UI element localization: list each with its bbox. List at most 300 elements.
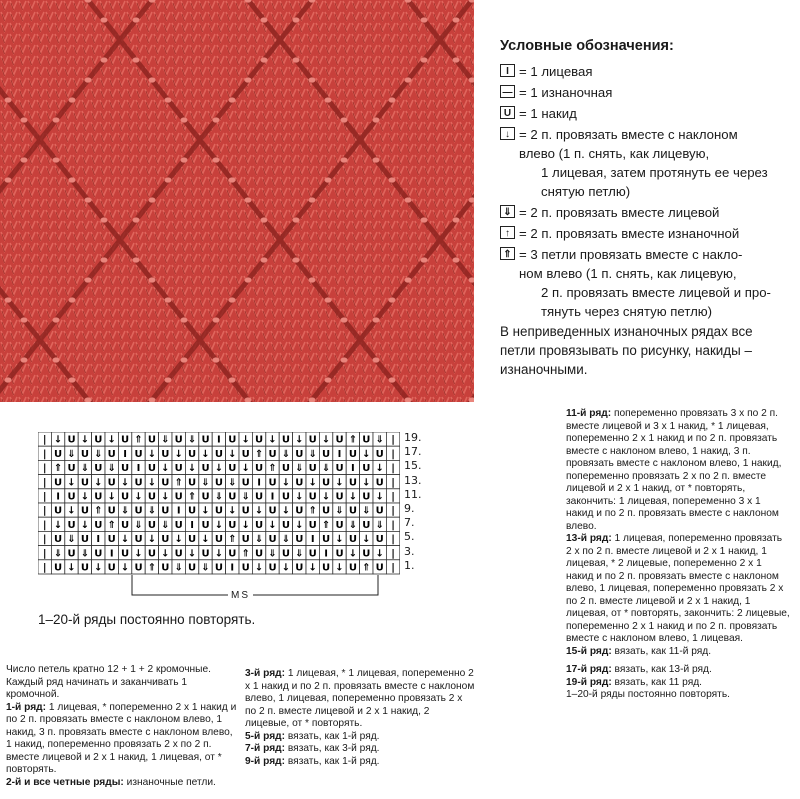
- row-heading: 17-й ряд:: [566, 664, 612, 675]
- chart-symbol: U: [241, 505, 250, 517]
- chart-row-number: 17.: [404, 445, 422, 459]
- chart-symbol: I: [257, 477, 261, 489]
- chart-row-number: 1.: [404, 558, 415, 572]
- eyelet-hole: [85, 197, 92, 202]
- chart-symbol: ⇓: [295, 463, 304, 475]
- chart-symbol: |: [391, 434, 395, 446]
- chart-symbol: ⇓: [53, 548, 63, 560]
- chart-symbol: |: [42, 463, 47, 475]
- eyelet-hole: [421, 17, 428, 22]
- chart-symbol: ↓: [268, 434, 277, 446]
- chart-symbol: |: [391, 448, 395, 460]
- chart-symbol: |: [391, 505, 395, 517]
- legend-text-line: 2 п. провязать вместе лицевой и про-: [541, 285, 771, 300]
- chart-symbol: ⇑: [53, 463, 63, 475]
- eyelet-hole: [149, 277, 156, 282]
- chart-symbol: ⇑: [321, 519, 331, 531]
- legend-text-line: ном влево (1 п. снять, как лицевую,: [519, 266, 737, 281]
- row-heading: 7-й ряд:: [245, 743, 286, 754]
- chart-symbol: U: [268, 562, 277, 574]
- eyelet-hole: [405, 77, 412, 82]
- chart-symbol: U: [255, 491, 264, 503]
- chart-symbol: U: [201, 491, 210, 503]
- chart-symbol: I: [217, 434, 221, 446]
- eyelet-hole: [373, 117, 380, 122]
- chart-symbol: U: [362, 519, 371, 531]
- chart-symbol: U: [214, 534, 223, 546]
- eyelet-hole: [85, 277, 92, 282]
- chart-symbol: I: [337, 448, 342, 460]
- chart-symbol: U: [375, 505, 384, 517]
- yarn-over-icon: U: [500, 106, 515, 119]
- chart-symbol: ↓: [120, 477, 130, 489]
- eyelet-hole: [229, 97, 236, 102]
- row-text: вязать, как 1-й ряд.: [285, 755, 380, 767]
- chart-symbol: U: [174, 463, 183, 475]
- eyelet-hole: [165, 297, 172, 302]
- chart-symbol: |: [42, 434, 47, 446]
- chart-symbol: U: [375, 562, 384, 574]
- chart-symbol: U: [121, 548, 130, 560]
- chart-symbol: |: [391, 477, 395, 489]
- chart-symbol: ⇓: [67, 534, 76, 546]
- chart-symbol: ⇑: [362, 562, 371, 574]
- legend-text-line: = 3 петли провязать вместе с накло-: [519, 247, 743, 262]
- chart-symbol: U: [174, 491, 183, 503]
- chart-symbol: ⇓: [174, 562, 183, 574]
- chart-symbol: U: [121, 434, 130, 446]
- chart-symbol: U: [214, 448, 223, 460]
- knitting-chart: [38, 432, 400, 577]
- chart-symbol: U: [54, 448, 63, 460]
- chart-symbol: |: [391, 519, 395, 531]
- eyelet-hole: [325, 177, 332, 182]
- eyelet-hole: [261, 57, 268, 62]
- chart-symbol: U: [107, 448, 116, 460]
- eyelet-hole: [245, 197, 252, 202]
- chart-symbol: |: [42, 491, 47, 503]
- chart-symbol: ⇓: [80, 548, 90, 560]
- eyelet-hole: [341, 357, 348, 362]
- chart-symbol: ⇓: [362, 505, 371, 517]
- chart-symbol: U: [281, 434, 290, 446]
- chart-row-number: 9.: [404, 502, 415, 515]
- chart-symbol: ⇑: [241, 548, 250, 560]
- row-text: 1–20-й ряды постоянно повторять.: [566, 689, 730, 700]
- repeat-caption: 1–20-й ряды постоянно повторять.: [38, 612, 256, 627]
- chart-symbol: U: [67, 519, 76, 531]
- chart-symbol: |: [391, 534, 395, 546]
- eyelet-hole: [389, 97, 396, 102]
- eyelet-hole: [229, 297, 236, 302]
- chart-symbol: ↓: [228, 505, 237, 517]
- chart-symbol: ↓: [147, 448, 157, 460]
- legend-text-line: = 2 п. провязать вместе изнаночной: [519, 226, 740, 241]
- chart-symbol: U: [80, 477, 89, 489]
- chart-symbol: U: [54, 505, 63, 517]
- chart-symbol: U: [375, 477, 384, 489]
- chart-symbol: I: [230, 562, 235, 574]
- eyelet-hole: [325, 377, 332, 382]
- eyelet-hole: [181, 357, 188, 362]
- chart-symbol: U: [147, 519, 156, 531]
- chart-symbol: U: [188, 477, 197, 489]
- chart-symbol: ⇑: [134, 434, 143, 446]
- chart-symbol: U: [54, 477, 63, 489]
- chart-symbol: U: [228, 434, 237, 446]
- chart-symbol: U: [375, 534, 384, 546]
- eyelet-hole: [69, 97, 76, 102]
- chart-symbol: ↓: [120, 534, 130, 546]
- row-text: 1 лицевая, * попеременно 2 х 1 накид и по 2 п. провязать вместе с наклоном влево, 1 накид, 3 п. провязать вместе с наклоном влево, 1 накид, попеременно провязать 2 х по 2 п. вместе лицевой и 2 х 1 накид, 1 лицевая, от * повторять.: [6, 701, 237, 775]
- chart-symbol: U: [308, 463, 317, 475]
- chart-symbol: U: [228, 491, 237, 503]
- legend-text-line: 1 лицевая, затем протянуть ее через: [541, 165, 768, 180]
- legend-text-line: = 1 лицевая: [519, 64, 593, 79]
- row-text: изнаночные петли.: [123, 776, 216, 788]
- chart-symbol: ↓: [295, 491, 304, 503]
- chart-symbol: ↓: [348, 491, 358, 503]
- chart-symbol: ↓: [53, 434, 63, 446]
- eyelet-hole: [405, 277, 412, 282]
- chart-symbol: U: [134, 562, 143, 574]
- eyelet-hole: [213, 317, 220, 322]
- repeat-bracket: [130, 575, 380, 611]
- chart-symbol: ⇓: [321, 463, 331, 475]
- chart-symbol: ↓: [67, 562, 76, 574]
- chart-symbol: ↓: [161, 463, 170, 475]
- chart-symbol: U: [201, 434, 210, 446]
- chart-symbol: U: [295, 562, 304, 574]
- chart-row-number: 7.: [404, 516, 415, 530]
- chart-symbol: ↓: [308, 562, 317, 574]
- chart-symbol: |: [391, 562, 395, 574]
- legend-item: [500, 203, 790, 222]
- eyelet-hole: [5, 377, 12, 382]
- chart-symbol: ⇓: [254, 534, 264, 546]
- eyelet-hole: [261, 257, 268, 262]
- chart-symbol: ⇑: [187, 491, 197, 503]
- chart-symbol: U: [147, 491, 156, 503]
- chart-symbol: ⇑: [228, 534, 237, 546]
- chart-symbol: |: [42, 534, 47, 546]
- chart-row-number: 3.: [404, 544, 415, 558]
- chart-symbol: U: [362, 463, 371, 475]
- chart-symbol: U: [54, 534, 63, 546]
- chart-symbol: U: [362, 434, 371, 446]
- chart-symbol: ↓: [67, 477, 76, 489]
- eyelet-hole: [101, 17, 108, 22]
- eyelet-hole: [101, 57, 108, 62]
- chart-symbol: U: [188, 534, 197, 546]
- chart-symbol: I: [96, 534, 101, 546]
- eyelet-hole: [133, 57, 140, 62]
- eyelet-hole: [245, 277, 252, 282]
- eyelet-hole: [261, 217, 268, 222]
- chart-symbol: ↓: [107, 491, 116, 503]
- chart-symbol: U: [308, 548, 317, 560]
- legend-text-line: = 1 накид: [519, 106, 577, 121]
- chart-symbol: ↓: [67, 505, 76, 517]
- chart-symbol: I: [351, 463, 355, 475]
- chart-symbol: ↓: [134, 491, 143, 503]
- chart-symbol: U: [295, 477, 304, 489]
- chart-symbol: U: [241, 534, 250, 546]
- instruction-paragraph: [245, 743, 475, 756]
- chart-symbol: U: [335, 519, 344, 531]
- chart-symbol: ↓: [94, 477, 103, 489]
- chart-symbol: U: [241, 477, 250, 489]
- instruction-paragraph: [566, 533, 790, 646]
- eyelet-hole: [293, 17, 300, 22]
- chart-symbol: U: [134, 505, 143, 517]
- chart-symbol: ↓: [214, 548, 224, 560]
- chart-symbol: U: [214, 477, 223, 489]
- eyelet-hole: [21, 157, 28, 162]
- chart-symbol: U: [228, 519, 237, 531]
- legend-item: [500, 62, 790, 81]
- eyelet-hole: [165, 97, 172, 102]
- eyelet-hole: [53, 317, 60, 322]
- chart-symbol: I: [176, 505, 181, 517]
- row-heading: 1-й ряд:: [6, 701, 47, 713]
- chart-symbol: ↓: [335, 534, 344, 546]
- instruction-paragraph: [245, 668, 475, 731]
- chart-symbol: ⇑: [254, 448, 264, 460]
- chart-symbol: ↓: [295, 434, 304, 446]
- eyelet-hole: [229, 177, 236, 182]
- eyelet-hole: [261, 17, 268, 22]
- eyelet-hole: [5, 177, 12, 182]
- chart-symbol: U: [228, 548, 237, 560]
- row-text: вязать, как 3-й ряд.: [285, 743, 380, 754]
- eyelet-hole: [21, 317, 28, 322]
- instructions-column-1: [6, 664, 238, 789]
- legend-text-line: тянуть через снятую петлю): [541, 304, 713, 319]
- chart-symbol: U: [322, 477, 331, 489]
- chart-symbol: ⇑: [147, 562, 157, 574]
- eyelet-hole: [21, 117, 28, 122]
- chart-symbol: U: [174, 519, 183, 531]
- chart-symbol: U: [134, 534, 143, 546]
- chart-symbol: U: [147, 548, 156, 560]
- instruction-paragraph: [6, 702, 238, 777]
- chart-symbol: ↓: [214, 463, 224, 475]
- chart-symbol: |: [391, 463, 395, 475]
- chart-symbol: I: [310, 534, 315, 546]
- chart-symbol: I: [56, 491, 60, 503]
- legend-item: [500, 125, 790, 201]
- row-heading: 11-й ряд:: [566, 408, 612, 419]
- chart-symbol: ⇑: [308, 505, 317, 517]
- chart-symbol: ⇓: [335, 505, 344, 517]
- chart-symbol: U: [80, 505, 89, 517]
- chart-symbol: U: [295, 448, 304, 460]
- chart-symbol: |: [42, 548, 47, 560]
- chart-symbol: ⇓: [187, 434, 197, 446]
- chart-symbol: ⇓: [201, 477, 210, 489]
- eyelet-hole: [133, 257, 140, 262]
- chart-symbol: U: [121, 491, 130, 503]
- chart-symbol: ↓: [53, 519, 63, 531]
- chart-symbol: I: [190, 519, 194, 531]
- chart-symbol: U: [255, 519, 264, 531]
- instructions-column-2: [245, 668, 475, 768]
- instruction-paragraph: [566, 664, 790, 677]
- chart-symbol: U: [174, 434, 183, 446]
- chart-row-number: 19.: [404, 431, 422, 444]
- chart-symbol: I: [270, 491, 275, 503]
- chart-symbol: ↓: [147, 477, 157, 489]
- eyelet-hole: [373, 157, 380, 162]
- chart-symbol: ↓: [120, 562, 130, 574]
- skpo-left-icon: ↓: [500, 127, 515, 140]
- chart-symbol: ↓: [94, 562, 103, 574]
- chart-row-number: 15.: [404, 459, 422, 473]
- chart-symbol: U: [94, 519, 103, 531]
- chart-symbol: U: [281, 491, 290, 503]
- eyelet-hole: [133, 217, 140, 222]
- legend-item: [500, 224, 790, 243]
- eyelet-hole: [293, 257, 300, 262]
- chart-symbol: ⇑: [107, 519, 116, 531]
- chart-symbol: ↓: [375, 491, 384, 503]
- eyelet-hole: [101, 257, 108, 262]
- chart-symbol: ↓: [80, 434, 90, 446]
- chart-symbol: U: [107, 534, 116, 546]
- legend-text-line: влево (1 п. снять, как лицевую,: [519, 146, 710, 161]
- row-heading: 9-й ряд:: [245, 755, 286, 767]
- chart-symbol: U: [67, 434, 76, 446]
- eyelet-hole: [293, 217, 300, 222]
- chart-symbol: ⇓: [161, 434, 170, 446]
- chart-symbol: U: [94, 491, 103, 503]
- chart-symbol: U: [67, 491, 76, 503]
- row-heading: 2-й и все четные ряды:: [6, 776, 124, 788]
- chart-row-number: 13.: [404, 473, 422, 487]
- chart-symbol: ↓: [134, 548, 143, 560]
- chart-symbol: ↓: [241, 519, 250, 531]
- chart-symbol: ⇑: [174, 477, 183, 489]
- chart-symbol: U: [214, 562, 223, 574]
- chart-symbol: ⇓: [161, 519, 170, 531]
- chart-symbol: ⇓: [241, 491, 250, 503]
- chart-symbol: ↓: [281, 505, 291, 517]
- chart-symbol: U: [241, 562, 250, 574]
- chart-symbol: ↓: [228, 448, 237, 460]
- chart-symbol: U: [335, 434, 344, 446]
- eyelet-hole: [341, 117, 348, 122]
- chart-symbol: |: [42, 562, 47, 574]
- eyelet-hole: [149, 197, 156, 202]
- eyelet-hole: [149, 77, 156, 82]
- chart-symbol: U: [268, 534, 277, 546]
- chart-symbol: ↓: [80, 491, 90, 503]
- chart-symbol: ⇑: [268, 463, 277, 475]
- chart-symbol: U: [241, 448, 250, 460]
- chart-symbol: ⇑: [348, 434, 358, 446]
- eyelet-hole: [421, 217, 428, 222]
- eyelet-hole: [53, 117, 60, 122]
- legend-text-line: снятую петлю): [541, 184, 631, 199]
- chart-symbol: ↓: [308, 477, 317, 489]
- chart-symbol: U: [80, 562, 89, 574]
- chart-symbol: ↓: [187, 548, 197, 560]
- eyelet-hole: [5, 297, 12, 302]
- eyelet-hole: [453, 257, 460, 262]
- legend-text-line: = 1 изнаночная: [519, 85, 613, 100]
- chart-symbol: ↓: [362, 477, 371, 489]
- chart-symbol: U: [80, 448, 89, 460]
- chart-symbol: U: [174, 548, 183, 560]
- chart-symbol: ↓: [254, 562, 264, 574]
- chart-symbol: ⇓: [308, 448, 317, 460]
- row-text: вязать, как 11-й ряд.: [611, 645, 712, 657]
- chart-symbol: ↓: [335, 562, 344, 574]
- chart-symbol: U: [147, 434, 156, 446]
- k2tog-icon: ⇓: [500, 205, 515, 218]
- chart-symbol: U: [322, 505, 331, 517]
- eyelet-hole: [245, 77, 252, 82]
- instructions-column-3: [566, 408, 790, 702]
- chart-symbol: ⇓: [80, 463, 90, 475]
- eyelet-hole: [53, 157, 60, 162]
- legend-text-line: = 2 п. провязать вместе лицевой: [519, 205, 720, 220]
- eyelet-hole: [325, 97, 332, 102]
- chart-symbol: U: [107, 505, 116, 517]
- chart-symbol: U: [281, 548, 290, 560]
- instruction-paragraph: [566, 677, 790, 690]
- chart-symbol: U: [147, 463, 156, 475]
- eyelet-hole: [293, 57, 300, 62]
- chart-symbol: ↓: [174, 534, 183, 546]
- chart-symbol: ⇑: [94, 505, 103, 517]
- instruction-paragraph: [245, 731, 475, 744]
- chart-symbol: U: [201, 463, 210, 475]
- chart-symbol: U: [94, 548, 103, 560]
- chart-symbol: U: [335, 548, 344, 560]
- chart-symbol: U: [268, 477, 277, 489]
- chart-symbol: U: [67, 463, 76, 475]
- chart-symbol: U: [348, 505, 357, 517]
- chart-symbol: ↓: [281, 477, 291, 489]
- chart-symbol: |: [42, 448, 47, 460]
- chart-symbol: U: [255, 548, 264, 560]
- chart-symbol: |: [391, 491, 395, 503]
- instruction-paragraph: [245, 756, 475, 769]
- knit-icon: I: [500, 64, 515, 77]
- chart-symbol: U: [94, 434, 103, 446]
- row-text: 1 лицевая, * 1 лицевая, попеременно 2 х 1 накид и по 2 п. провязать вместе с наклоном влево, 1 лицевая, попеременно провязать 2 х по 2 п. вместе лицевой и 2 х 1 накид, 2 лицевые, от * повторять.: [245, 668, 475, 729]
- eyelet-hole: [453, 57, 460, 62]
- chart-symbol: U: [161, 534, 170, 546]
- chart-symbol: ↓: [335, 477, 344, 489]
- row-heading: 15-й ряд:: [566, 645, 612, 657]
- chart-symbol: |: [42, 477, 47, 489]
- chart-symbol: U: [161, 505, 170, 517]
- chart-symbol: ↓: [295, 519, 304, 531]
- chart-symbol: ↓: [174, 448, 183, 460]
- eyelet-hole: [133, 17, 140, 22]
- chart-symbol: ↓: [321, 434, 331, 446]
- chart-symbol: ⇓: [120, 505, 130, 517]
- chart-symbol: U: [308, 491, 317, 503]
- eyelet-hole: [69, 297, 76, 302]
- row-text: вязать, как 11 ряд.: [611, 676, 702, 688]
- chart-symbol: ↓: [268, 519, 277, 531]
- chart-symbol: I: [324, 548, 328, 560]
- instruction-paragraph: [566, 646, 790, 659]
